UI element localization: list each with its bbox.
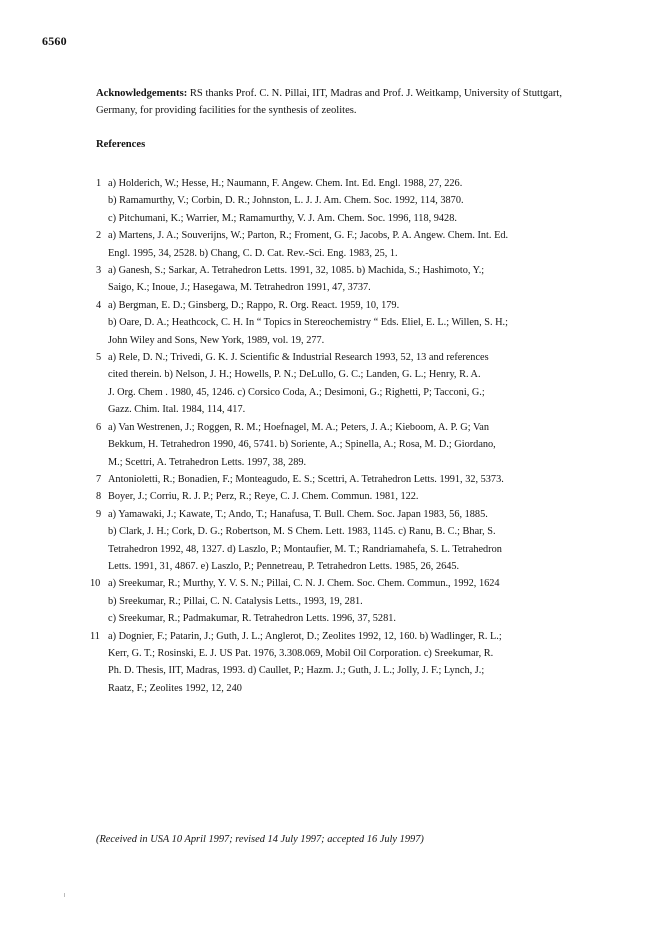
reference-item (0, 349, 672, 419)
received-dates: (Received in USA 10 April 1997; revised 14 July 1997; accepted 16 July 1997) (96, 834, 424, 845)
reference-number: 2 (96, 230, 102, 242)
reference-item (0, 506, 672, 576)
reference-line: Bekkum, H. Tetrahedron 1990, 46, 5741. b) Soriente, A.; Spinella, A.; Rosa, M. D.; Giordano, (108, 439, 496, 451)
reference-item (0, 575, 672, 627)
reference-line: Tetrahedron 1992, 48, 1327. d) Laszlo, P.; Montaufier, M. T.; Randriamahefa, S. L. Tetrahedron (108, 543, 502, 555)
reference-number: 4 (96, 299, 102, 311)
reference-line: a) Ganesh, S.; Sarkar, A. Tetrahedron Letts. 1991, 32, 1085. b) Machida, S.; Hashimoto, Y.; (108, 265, 485, 277)
reference-line: Letts. 1991, 31, 4867. e) Laszlo, P.; Pennetreau, P. Tetrahedron Letts. 1985, 26, 2645. (108, 560, 460, 572)
page-number: 6560 (42, 34, 67, 48)
reference-line: Ph. D. Thesis, IIT, Madras, 1993. d) Caullet, P.; Hazm. J.; Guth, J. L.; Jolly, J. F.; Lynch, J.; (108, 665, 485, 677)
reference-line: c) Pitchumani, K.; Warrier, M.; Ramamurthy, V. J. Am. Chem. Soc. 1996, 118, 9428. (108, 212, 457, 224)
reference-number: 5 (96, 352, 102, 364)
reference-line: a) Van Westrenen, J.; Roggen, R. M.; Hoefnagel, M. A.; Peters, J. A.; Kieboom, A. P. G; Van (108, 421, 489, 433)
reference-number: 3 (96, 265, 102, 277)
reference-number: 10 (90, 578, 101, 590)
reference-item (0, 488, 672, 505)
reference-line: c) Sreekumar, R.; Padmakumar, R. Tetrahedron Letts. 1996, 37, 5281. (108, 613, 396, 625)
reference-item (0, 262, 672, 297)
reference-item (0, 175, 672, 227)
reference-number: 8 (96, 491, 102, 503)
reference-number: 9 (96, 508, 102, 520)
reference-number: 7 (96, 473, 102, 485)
reference-line: b) Clark, J. H.; Cork, D. G.; Robertson, M. S Chem. Lett. 1983, 1145. c) Ranu, B. C.; Bhar, S. (108, 526, 496, 538)
reference-line: Antonioletti, R.; Bonadien, F.; Monteagudo, E. S.; Scettri, A. Tetrahedron Letts. 1991, 32, 5373. (108, 473, 504, 485)
reference-line: M.; Scettri, A. Tetrahedron Letts. 1997, 38, 289. (108, 456, 307, 468)
reference-line: b) Oare, D. A.; Heathcock, C. H. In “ Topics in Stereochemistry “ Eds. Eliel, E. L.; Willen, S. H.; (108, 317, 508, 329)
reference-line: Gazz. Chim. Ital. 1984, 114, 417. (108, 404, 246, 416)
reference-item (0, 297, 672, 349)
page-mark (64, 893, 65, 897)
reference-line: a) Bergman, E. D.; Ginsberg, D.; Rappo, R. Org. React. 1959, 10, 179. (108, 299, 400, 311)
acknowledgements-text: RS thanks Prof. C. N. Pillai, IIT, Madras and Prof. J. Weitkamp, University of Stuttgart, Germany, for providing facilities for the synthesis of zeolites. (96, 88, 563, 116)
reference-line: Kerr, G. T.; Rosinski, E. J. US Pat. 1976, 3.308.069, Mobil Oil Corporation. c) Sreekumar, R. (108, 647, 494, 659)
reference-item (0, 628, 672, 698)
reference-number: 6 (96, 421, 102, 433)
acknowledgements-paragraph (96, 85, 606, 119)
reference-item (0, 227, 672, 262)
reference-line: a) Sreekumar, R.; Murthy, Y. V. S. N.; Pillai, C. N. J. Chem. Soc. Chem. Commun., 1992, 1624 (108, 578, 500, 590)
reference-line: John Wiley and Sons, New York, 1989, vol. 19, 277. (108, 334, 325, 346)
reference-line: b) Ramamurthy, V.; Corbin, D. R.; Johnston, L. J. J. Am. Chem. Soc. 1992, 114, 3870. (108, 195, 464, 207)
reference-line: a) Holderich, W.; Hesse, H.; Naumann, F. Angew. Chem. Int. Ed. Engl. 1988, 27, 226. (108, 178, 463, 189)
reference-line: Raatz, F.; Zeolites 1992, 12, 240 (108, 682, 242, 694)
reference-line: a) Rele, D. N.; Trivedi, G. K. J. Scientific & Industrial Research 1993, 52, 13 and references (108, 352, 489, 364)
reference-number: 1 (96, 178, 102, 189)
reference-number: 11 (90, 630, 100, 642)
reference-line: a) Dognier, F.; Patarin, J.; Guth, J. L.; Anglerot, D.; Zeolites 1992, 12, 160. b) Wadlinger, R. L.; (108, 630, 502, 642)
reference-line: Saigo, K.; Inoue, J.; Hasegawa, M. Tetrahedron 1991, 47, 3737. (108, 282, 371, 294)
reference-line: Boyer, J.; Corriu, R. J. P.; Perz, R.; Reye, C. J. Chem. Commun. 1981, 122. (108, 491, 419, 503)
reference-line: J. Org. Chem . 1980, 45, 1246. c) Corsico Coda, A.; Desimoni, G.; Righetti, P; Tacconi, G.; (108, 386, 485, 398)
reference-line: a) Yamawaki, J.; Kawate, T.; Ando, T.; Hanafusa, T. Bull. Chem. Soc. Japan 1983, 56, 1885. (108, 508, 488, 520)
reference-item (0, 419, 672, 471)
reference-list (0, 175, 672, 697)
reference-line: Engl. 1995, 34, 2528. b) Chang, C. D. Cat. Rev.-Sci. Eng. 1983, 25, 1. (108, 247, 398, 259)
acknowledgements-label: Acknowledgements: (96, 88, 188, 99)
reference-line: b) Sreekumar, R.; Pillai, C. N. Catalysis Letts., 1993, 19, 281. (108, 595, 363, 607)
reference-line: a) Martens, J. A.; Souverijns, W.; Parton, R.; Froment, G. F.; Jacobs, P. A. Angew. Chem. Int. Ed. (108, 230, 509, 242)
reference-line: cited therein. b) Nelson, J. H.; Howells, P. N.; DeLullo, G. C.; Landen, G. L.; Henry, R. A. (108, 369, 481, 381)
references-heading: References (96, 139, 146, 150)
reference-item (0, 471, 672, 488)
